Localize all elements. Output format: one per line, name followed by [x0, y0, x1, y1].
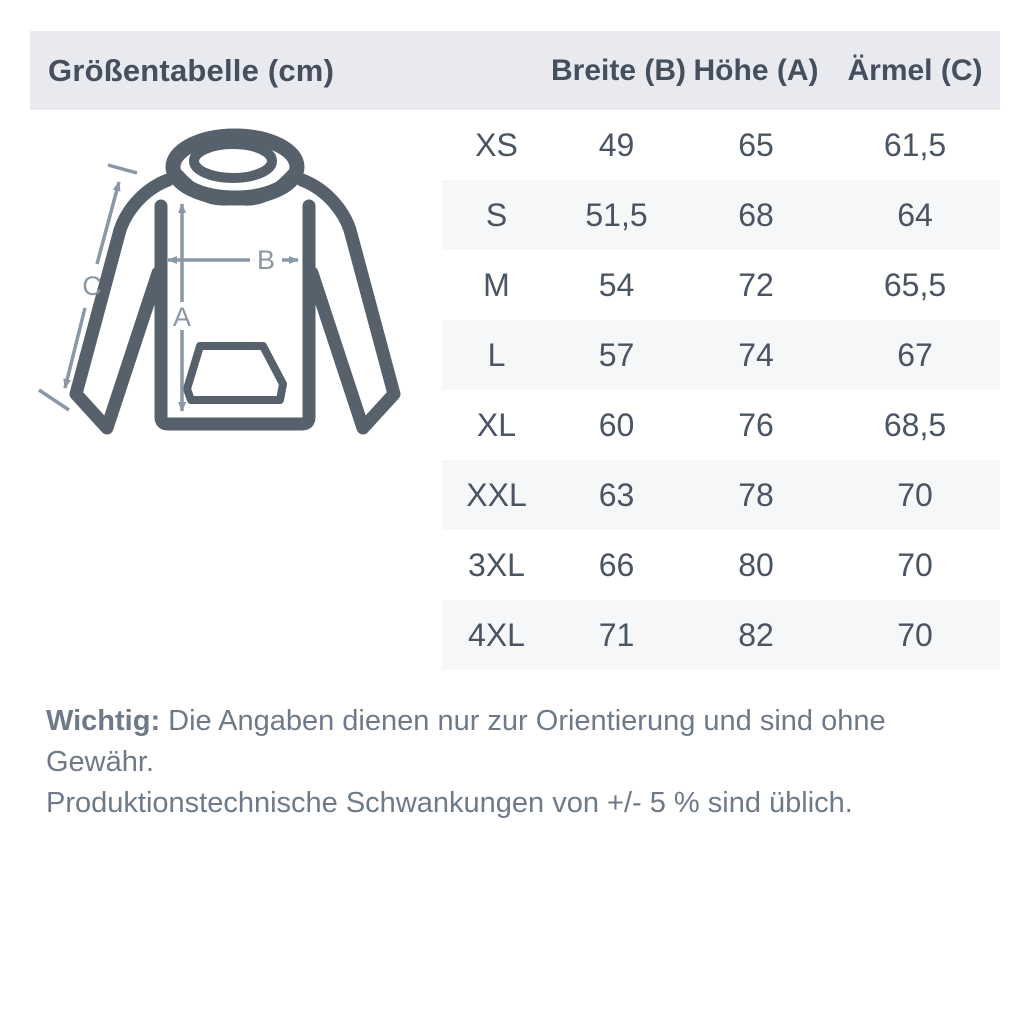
breite-cell: 63: [598, 476, 635, 513]
table-row-3xl: [442, 530, 1000, 600]
column-header-hoehe: Höhe (A): [693, 53, 819, 87]
breite-cell: 57: [598, 336, 635, 373]
disclaimer-line2: Produktionstechnische Schwankungen von +/- 5 % sind üblich.: [46, 787, 853, 819]
aermel-cell: 65,5: [883, 266, 947, 303]
aermel-cell: 61,5: [883, 126, 947, 163]
table-row-m: [442, 250, 1000, 320]
table-row-xl: [442, 390, 1000, 460]
hoehe-cell: 72: [738, 266, 774, 303]
breite-cell: 49: [598, 126, 635, 163]
label-b: B: [256, 245, 276, 275]
aermel-cell: 70: [897, 616, 933, 653]
aermel-cell: 67: [897, 336, 933, 373]
hoehe-cell: 74: [738, 336, 774, 373]
hoehe-cell: 65: [738, 126, 774, 163]
table-row-l: [442, 320, 1000, 390]
size-cell: S: [485, 196, 508, 233]
hoodie-diagram-svg: [30, 118, 410, 462]
disclaimer-line1: Die Angaben dienen nur zur Orientierung und sind ohne Gewähr.: [46, 705, 886, 778]
disclaimer-note: [46, 701, 986, 824]
hoodie-right-sleeve: [302, 180, 394, 428]
breite-cell: 51,5: [585, 196, 648, 233]
aermel-cell: 64: [897, 196, 933, 233]
hood-inner-ring: [194, 144, 272, 178]
aermel-cell: 70: [897, 546, 933, 583]
table-row-xxl: [442, 460, 1000, 530]
label-c: C: [82, 271, 102, 301]
breite-cell: 66: [598, 546, 635, 583]
breite-cell: 71: [598, 616, 635, 653]
aermel-cell: 70: [897, 476, 933, 513]
size-table: [442, 110, 1000, 670]
disclaimer-emphasis: Wichtig:: [46, 705, 161, 737]
column-header-aermel: Ärmel (C): [847, 53, 983, 87]
hoodie-left-sleeve: [76, 180, 168, 428]
breite-cell: 60: [598, 406, 635, 443]
size-cell: 4XL: [468, 616, 525, 653]
table-row-4xl: [442, 600, 1000, 670]
table-row-xs: [442, 110, 1000, 180]
size-cell: M: [483, 266, 510, 303]
hoodie-measurement-diagram: [30, 118, 410, 462]
size-cell: XL: [476, 406, 517, 443]
page-title: Größentabelle (cm): [48, 52, 335, 88]
table-header-bar: [30, 31, 1000, 110]
hoehe-cell: 80: [738, 546, 774, 583]
column-header-breite: Breite (B): [551, 53, 687, 87]
size-cell: XS: [475, 126, 518, 163]
hoehe-cell: 82: [738, 616, 774, 653]
breite-cell: 54: [598, 266, 635, 303]
size-cell: XXL: [466, 476, 527, 513]
table-row-s: [442, 180, 1000, 250]
size-cell: 3XL: [468, 546, 525, 583]
hoehe-cell: 78: [738, 476, 774, 513]
size-cell: L: [487, 336, 506, 373]
hoehe-cell: 68: [738, 196, 774, 233]
aermel-cell: 68,5: [883, 406, 947, 443]
label-a: A: [172, 302, 192, 332]
hoehe-cell: 76: [738, 406, 774, 443]
